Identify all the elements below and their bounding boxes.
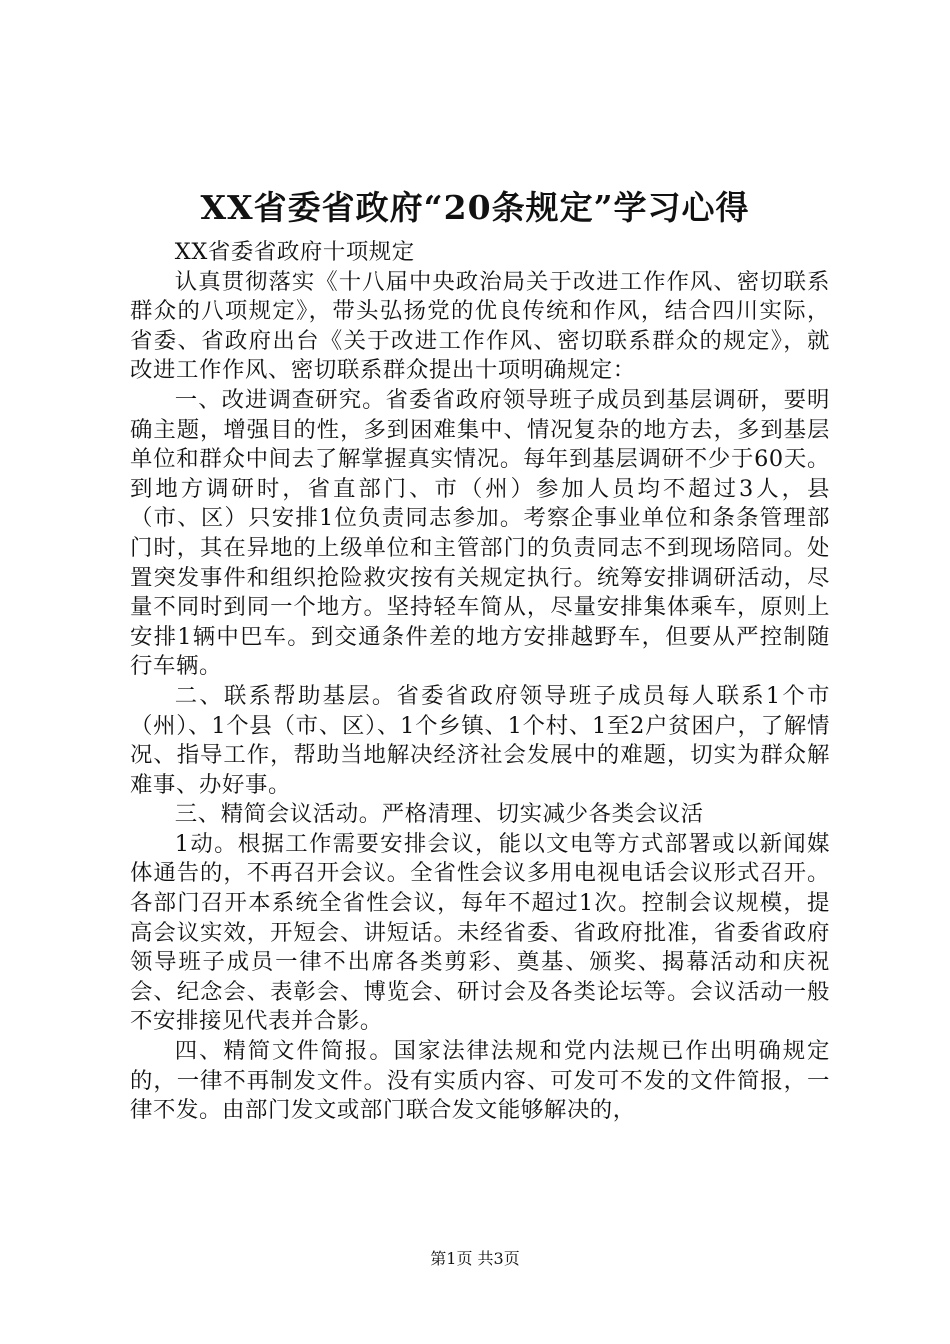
paragraph-subtitle: XX省委省政府十项规定 (174, 239, 415, 265)
paragraph-intro: 认真贯彻落实《十八届中央政治局关于改进工作作风、密切联系群众的八项规定》，带头弘扬党的优良传统和作风，结合四川实际，省委、省政府出台《关于改进工作作风、密切联系群众的规定》，就改进工作作风、密切联系群众提出十项明确规定： (130, 268, 830, 384)
paragraph-item-3-cont: 1动。根据工作需要安排会议，能以文电等方式部署或以新闻媒体通告的，不再召开会议。全省性会议多用电视电话会议形式召开。各部门召开本系统全省性会议，每年不超过1次。控制会议规模，提高会议实效，开短会、讲短话。未经省委、省政府批准，省委省政府领导班子成员一律不出席各类剪彩、奠基、颁奖、揭幕活动和庆祝会、纪念会、表彰会、博览会、研讨会及各类论坛等。会议活动一般不安排接见代表并合影。 (130, 830, 830, 1035)
paragraph-item-2: 二、联系帮助基层。省委省政府领导班子成员每人联系1个市（州）、1个县（市、区）、1个乡镇、1个村、1至2户贫困户，了解情况、指导工作，帮助当地解决经济社会发展中的难题，切实为群众解难事、办好事。 (130, 682, 830, 798)
paragraph-item-3: 三、精简会议活动。严格清理、切实减少各类会议活 (174, 801, 704, 828)
page-number: 第1页 共3页 (430, 1249, 520, 1268)
document-title: XX省委省政府“20条规定”学习心得 (200, 188, 750, 227)
paragraph-item-4: 四、精简文件简报。国家法律法规和党内法规已作出明确规定的，一律不再制发文件。没有实质内容、可发可不发的文件简报，一律不发。由部门发文或部门联合发文能够解决的， (130, 1038, 830, 1124)
paragraph-item-1: 一、改进调查研究。省委省政府领导班子成员到基层调研，要明确主题，增强目的性，多到困难集中、情况复杂的地方去，多到基层单位和群众中间去了解掌握真实情况。每年到基层调研不少于60天。到地方调研时，省直部门、市（州）参加人员均不超过3人，县（市、区）只安排1位负责同志参加。考察企事业单位和条条管理部门时，其在异地的上级单位和主管部门的负责同志不到现场陪同。处置突发事件和组织抢险救灾按有关规定执行。统筹安排调研活动，尽量不同时到同一个地方。坚持轻车简从，尽量安排集体乘车，原则上安排1辆中巴车。到交通条件差的地方安排越野车，但要从严控制随行车辆。 (130, 386, 830, 680)
document-body (130, 238, 830, 1126)
